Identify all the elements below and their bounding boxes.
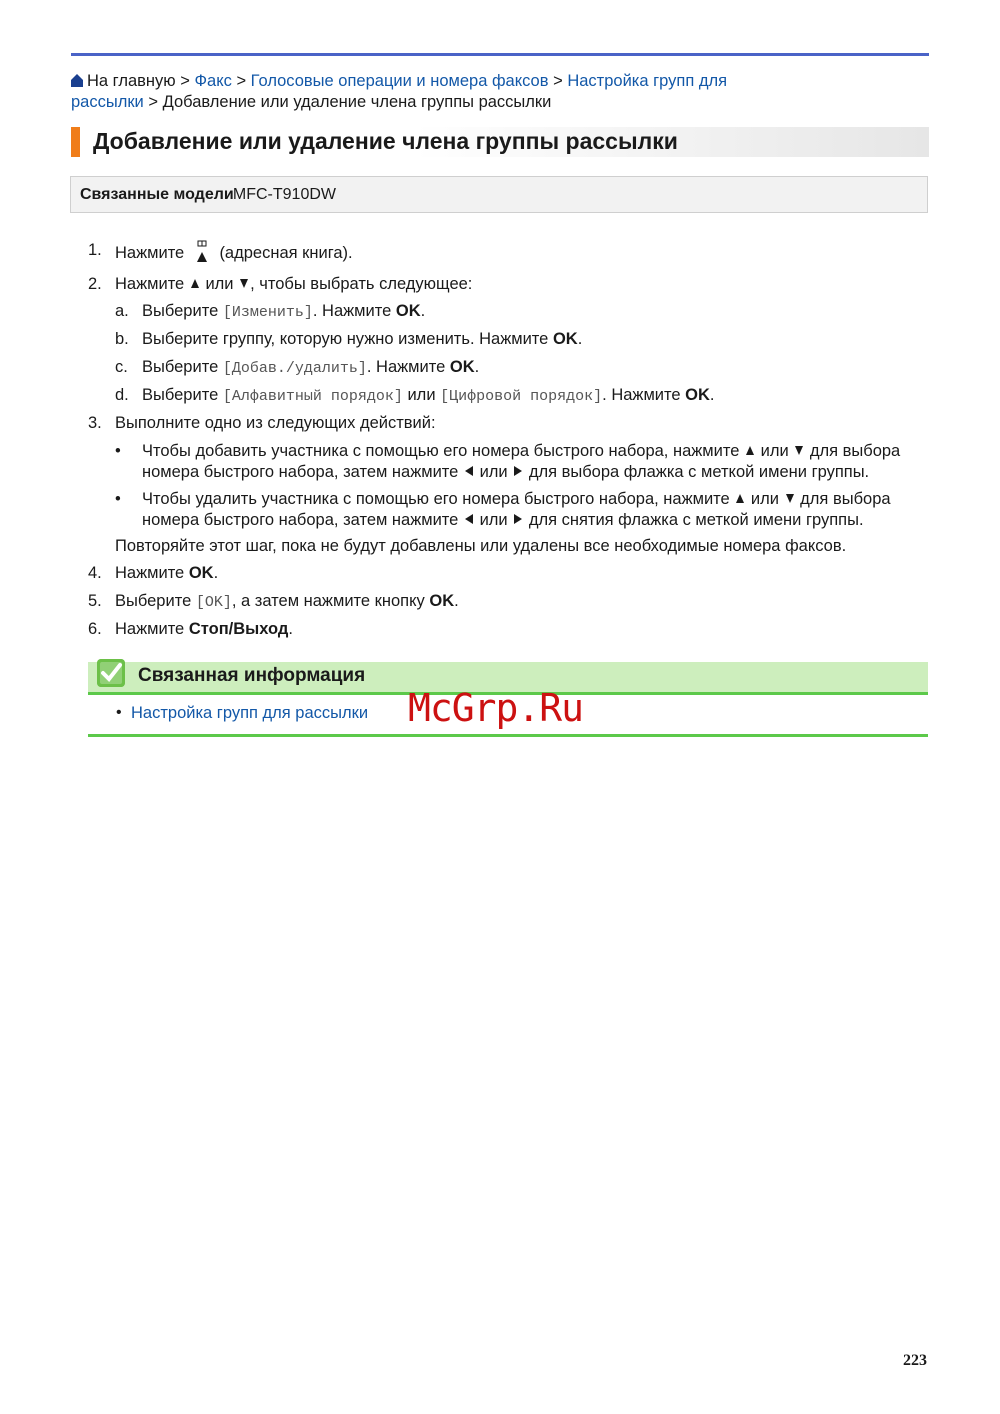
menu-code: [Изменить] — [222, 304, 313, 321]
ok-key: OK — [395, 302, 421, 320]
step-text: Выберите — [142, 358, 219, 376]
down-arrow-icon — [786, 494, 794, 503]
models-value: : MFC-T910DW — [224, 186, 336, 203]
breadcrumb-separator: > — [553, 72, 563, 90]
step-text: . Нажмите — [366, 358, 446, 376]
right-arrow-icon — [514, 514, 522, 524]
up-arrow-icon — [746, 446, 754, 455]
breadcrumb-link-fax[interactable]: Факс — [194, 72, 232, 90]
step-number: 2. — [88, 275, 102, 293]
models-label: Связанные модели — [80, 186, 234, 203]
menu-code: [Добав./удалить] — [222, 360, 367, 377]
step-text: . — [709, 386, 715, 404]
substep-letter: b. — [115, 330, 129, 348]
step-text: Нажмите — [115, 244, 185, 262]
related-models-box — [70, 176, 928, 213]
ok-key: OK — [188, 564, 214, 582]
step-text: Выберите группу, которую нужно изменить. Нажмите — [142, 330, 549, 348]
step-text: или — [205, 275, 234, 293]
breadcrumb-link-groups[interactable]: Настройка групп для — [567, 72, 728, 90]
page-number: 223 — [903, 1352, 927, 1369]
watermark: McGrp.Ru — [408, 686, 584, 730]
step-number: 6. — [88, 620, 102, 638]
left-arrow-icon — [465, 466, 473, 476]
step-text: Выберите — [142, 386, 219, 404]
step-text: Нажмите — [115, 275, 185, 293]
down-arrow-icon — [795, 446, 803, 455]
breadcrumb-home[interactable]: На главную — [87, 72, 176, 90]
step-text: или — [479, 463, 508, 481]
ok-key: OK — [552, 330, 578, 348]
menu-code: [Алфавитный порядок] — [222, 388, 403, 405]
breadcrumb-separator: > — [236, 72, 247, 90]
step-text: Выполните одно из следующих действий: — [115, 414, 436, 432]
step-text: номера быстрого набора, затем нажмите — [142, 463, 459, 481]
step-text: или — [760, 442, 789, 460]
step-text: для снятия флажка с меткой имени группы. — [528, 511, 864, 529]
breadcrumb-link-groups-cont[interactable]: рассылки — [71, 93, 144, 111]
down-arrow-icon — [240, 279, 248, 288]
left-arrow-icon — [465, 514, 473, 524]
substep-letter: d. — [115, 386, 129, 404]
step-text: Нажмите — [115, 564, 185, 582]
step-text: или — [479, 511, 508, 529]
step-text: . — [420, 302, 426, 320]
step-text: номера быстрого набора, затем нажмите — [142, 511, 459, 529]
step-text: . Нажмите — [312, 302, 392, 320]
breadcrumb-link-voice[interactable]: Голосовые операции и номера факсов — [250, 72, 549, 90]
ok-key: OK — [685, 386, 710, 404]
related-info-title: Связанная информация — [138, 665, 366, 686]
breadcrumb-current: Добавление или удаление члена группы рассылки — [162, 93, 552, 111]
checkmark-icon — [97, 659, 125, 687]
breadcrumb-separator: > — [180, 72, 190, 90]
related-info-end-rule — [88, 734, 928, 737]
step-number: 1. — [88, 241, 102, 259]
step-text: . Нажмите — [602, 386, 681, 404]
step-text: . — [474, 358, 480, 376]
step-text: Нажмите — [115, 620, 185, 638]
step-text: Чтобы удалить участника с помощью его номера быстрого набора, нажмите — [142, 490, 730, 508]
title-accent — [71, 127, 80, 157]
breadcrumb-separator: > — [148, 93, 159, 111]
step-text: . — [213, 564, 219, 582]
step-text: Выберите — [115, 592, 192, 610]
related-link-groups[interactable]: Настройка групп для рассылки — [131, 704, 369, 722]
up-arrow-icon — [191, 279, 199, 288]
step-3-note: Повторяйте этот шаг, пока не будут добавлены или удалены все необходимые номера факсов. — [115, 537, 847, 555]
bullet: • — [115, 490, 121, 508]
bullet: • — [116, 704, 122, 721]
step-text: , а затем нажмите кнопку — [231, 592, 425, 610]
right-arrow-icon — [514, 466, 522, 476]
substep-letter: a. — [115, 302, 129, 320]
menu-code: [Цифровой порядок] — [440, 388, 603, 405]
step-text: (адресная книга). — [219, 244, 353, 262]
step-text: . — [577, 330, 583, 348]
step-text: , чтобы выбрать следующее: — [250, 275, 473, 293]
page-title: Добавление или удаление члена группы рассылки — [93, 128, 678, 154]
menu-code: [OK] — [195, 594, 232, 611]
step-number: 4. — [88, 564, 102, 582]
bullet: • — [115, 442, 121, 460]
step-text: Чтобы добавить участника с помощью его номера быстрого набора, нажмите — [142, 442, 740, 460]
title-bar — [71, 127, 929, 157]
step-text: или — [407, 386, 436, 404]
step-number: 3. — [88, 414, 102, 432]
breadcrumb — [71, 71, 831, 113]
address-book-icon — [193, 240, 211, 266]
stop-exit-key: Стоп/Выход — [188, 620, 289, 638]
up-arrow-icon — [736, 494, 744, 503]
step-text: Выберите — [142, 302, 219, 320]
step-text: . — [454, 592, 459, 610]
substep-letter: c. — [115, 358, 128, 376]
step-text: или — [750, 490, 779, 508]
top-rule — [71, 53, 929, 56]
home-icon[interactable] — [71, 74, 83, 87]
step-number: 5. — [88, 592, 102, 610]
step-text: . — [288, 620, 293, 638]
step-text: для выбора флажка с меткой имени группы. — [528, 463, 870, 481]
step-text: для выбора — [800, 490, 891, 508]
step-text: для выбора — [809, 442, 901, 460]
ok-key: OK — [449, 358, 475, 376]
ok-key: OK — [429, 592, 455, 610]
